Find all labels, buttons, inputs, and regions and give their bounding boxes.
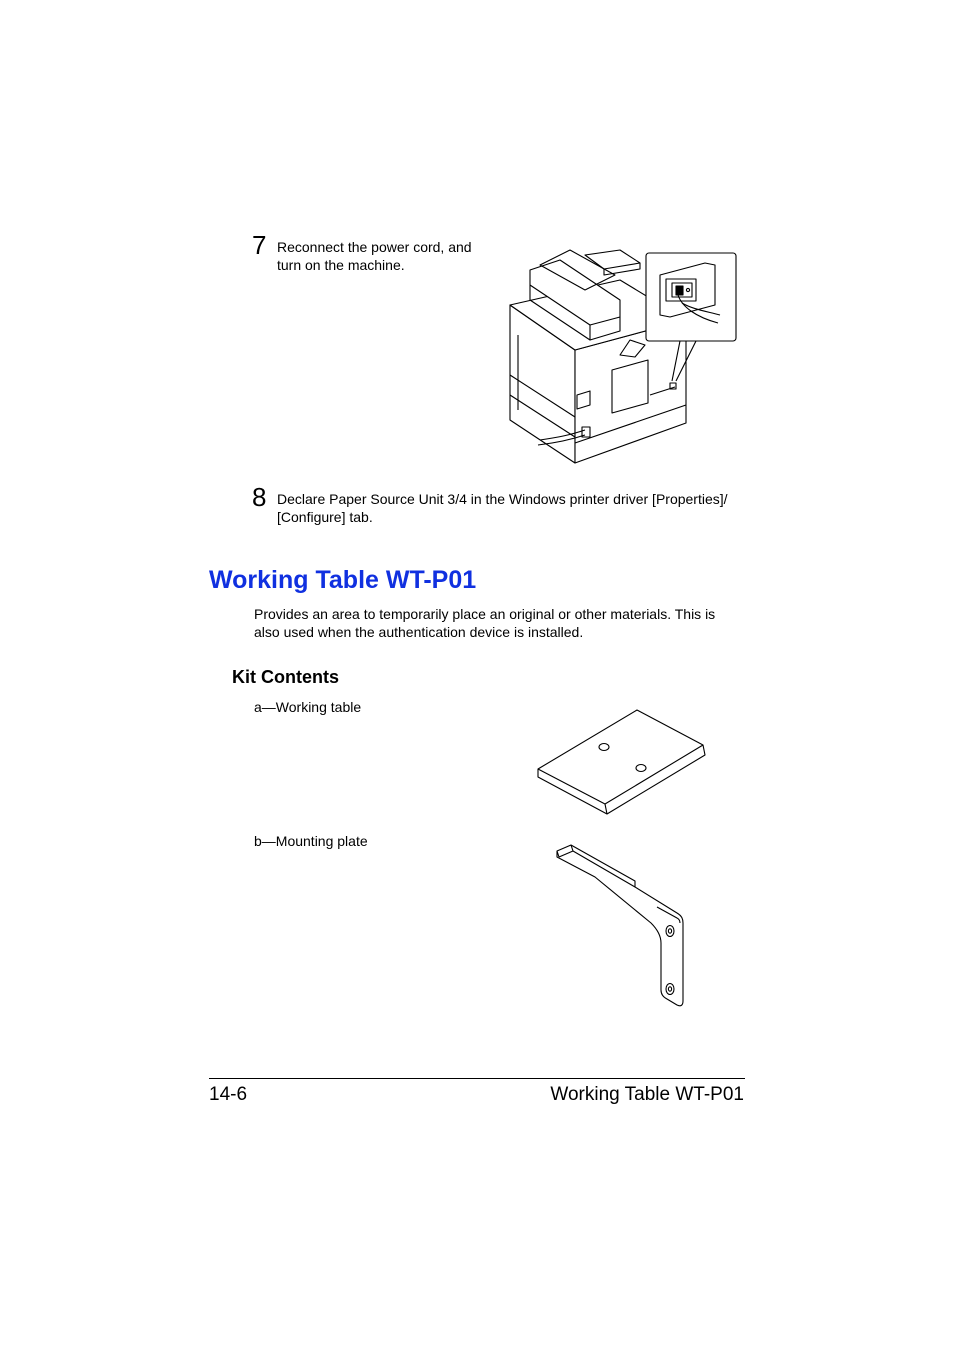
section-title: Working Table WT-P01 <box>209 566 477 594</box>
step-8-text-line-2: [Configure] tab. <box>277 509 373 525</box>
section-description <box>254 605 754 641</box>
footer-rule <box>209 1078 745 1079</box>
footer-chapter-title: Working Table WT-P01 <box>550 1084 744 1105</box>
step-7-number: 7 <box>252 230 267 260</box>
section-description-line-1: Provides an area to temporarily place an original or other materials. This is <box>254 606 716 622</box>
kit-contents-title: Kit Contents <box>232 667 339 687</box>
step-7-text-line-1: Reconnect the power cord, and <box>277 239 472 255</box>
step-8-text <box>277 490 757 526</box>
step-8-number: 8 <box>252 482 267 512</box>
kit-item-working-table-label: a—Working table <box>254 699 362 715</box>
step-7-text <box>277 238 492 274</box>
step-8-text-line-1: Declare Paper Source Unit 3/4 in the Windows printer driver [Properties]/ <box>277 491 728 507</box>
mounting-plate-illustration <box>555 843 687 1009</box>
footer-page-number: 14-6 <box>209 1084 248 1105</box>
machine-power-switch-illustration <box>500 245 740 467</box>
step-7-text-line-2: turn on the machine. <box>277 257 405 273</box>
kit-item-mounting-plate-label: b—Mounting plate <box>254 833 368 849</box>
working-table-illustration <box>535 707 707 819</box>
section-description-line-2: also used when the authentication device is installed. <box>254 624 584 640</box>
